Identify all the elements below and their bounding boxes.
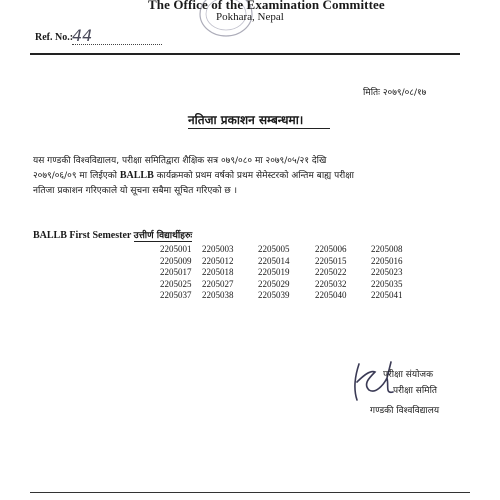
- ref-dotted-line: [72, 44, 162, 45]
- office-location: Pokhara, Nepal: [216, 11, 284, 23]
- issue-date: मितिः २०७९/०८/१७: [363, 88, 427, 98]
- notice-subject: नतिजा प्रकाशन सम्बन्धमा।: [188, 113, 304, 127]
- header-divider: [30, 53, 460, 55]
- student-roll-number: 2205016: [371, 255, 403, 266]
- body-line-2-start: २०७९/०६/०९ मा लिईएको: [33, 171, 120, 181]
- student-roll-number: 2205027: [202, 278, 234, 289]
- footer-divider: [30, 492, 470, 493]
- office-title: The Office of the Examination Committee: [148, 0, 385, 12]
- signatory-title: परीक्षा संयोजक: [383, 370, 433, 380]
- ref-number: 44: [72, 26, 93, 45]
- student-roll-number: 2205041: [371, 290, 403, 300]
- student-roll-number: 2205003: [202, 244, 234, 254]
- student-roll-number: 2205037: [160, 290, 192, 300]
- student-roll-number: 2205035: [371, 278, 403, 289]
- student-roll-number: 2205005: [258, 244, 290, 254]
- student-roll-number: 2205022: [315, 267, 347, 277]
- student-roll-number: 2205040: [315, 290, 347, 300]
- student-roll-number: 2205019: [258, 267, 290, 277]
- results-heading-np: उत्तीर्ण विद्यार्थीहरुः: [133, 231, 193, 241]
- program-name: BALLB: [119, 170, 154, 181]
- student-roll-number: 2205018: [202, 267, 234, 277]
- student-roll-number: 2205029: [258, 278, 290, 289]
- student-roll-number: 2205014: [258, 255, 290, 266]
- body-line-3: नतिजा प्रकाशन गरिएकाले यो सूचना सबैमा सूचित गरिएको छ ।: [33, 186, 237, 196]
- student-roll-number: 2205015: [315, 255, 347, 266]
- student-roll-number: 2205038: [202, 290, 234, 300]
- student-roll-number: 2205025: [160, 278, 192, 289]
- body-line-1: यस गण्डकी विश्वविद्यालय, परीक्षा समितिद्वारा शैक्षिक सत्र ०७९/०८० मा २०७९/०५/२१ देखि: [33, 156, 327, 166]
- results-heading: [33, 228, 192, 241]
- body-line-2: [33, 168, 354, 181]
- results-heading-en: BALLB First Semester: [33, 230, 132, 241]
- subject-underline: [188, 128, 330, 129]
- student-roll-number: 2205009: [160, 255, 192, 266]
- ref-label: Ref. No.:: [35, 32, 74, 43]
- student-roll-number: 2205001: [160, 244, 192, 254]
- student-roll-number: 2205017: [160, 267, 192, 277]
- student-roll-number: 2205008: [371, 244, 403, 254]
- student-roll-number: 2205032: [315, 278, 347, 289]
- signatory-university: गण्डकी विश्वविद्यालय: [370, 406, 440, 416]
- handwritten-signature: [345, 356, 405, 406]
- student-roll-number: 2205039: [258, 290, 290, 300]
- student-roll-number: 2205023: [371, 267, 403, 277]
- student-roll-number: 2205006: [315, 244, 347, 254]
- signatory-committee: परीक्षा समिति: [393, 386, 438, 396]
- student-roll-number: 2205012: [202, 255, 234, 266]
- body-line-2-end: कार्यक्रमको प्रथम वर्षको प्रथम सेमेस्टरको अन्तिम बाह्य परीक्षा: [153, 171, 355, 181]
